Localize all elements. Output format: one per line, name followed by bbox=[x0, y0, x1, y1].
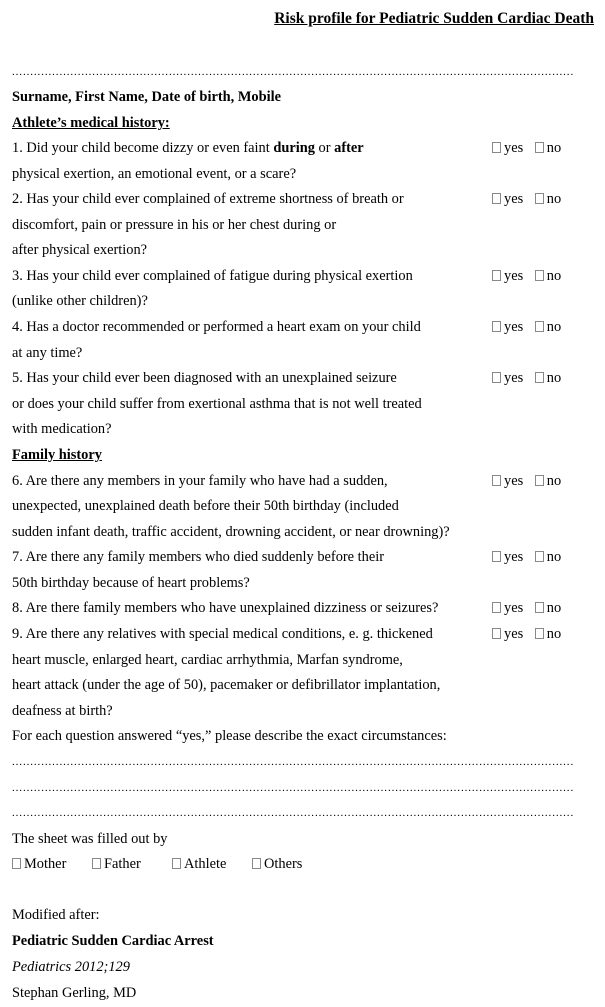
yes-option[interactable]: yes bbox=[492, 191, 523, 207]
no-option[interactable]: no bbox=[535, 319, 561, 335]
question-8-line-1: 8. Are there family members who have unexplained dizziness or seizures? bbox=[12, 600, 439, 616]
checkbox-icon[interactable] bbox=[12, 858, 21, 869]
identity-label: Surname, First Name, Date of birth, Mobile bbox=[12, 89, 281, 105]
filled-by-athlete[interactable]: Athlete bbox=[172, 855, 226, 873]
yes-option[interactable]: yes bbox=[492, 600, 523, 616]
checkbox-icon[interactable] bbox=[492, 551, 501, 562]
question-3-line-1: 3. Has your child ever complained of fatigue during physical exertion bbox=[12, 268, 413, 284]
identity-fill-line[interactable]: .......................................................................................................................................................... bbox=[12, 66, 575, 78]
no-option[interactable]: no bbox=[535, 473, 561, 489]
question-6-line-1: 6. Are there any members in your family who have had a sudden, bbox=[12, 473, 388, 489]
author: Stephan Gerling, MD bbox=[12, 985, 137, 1001]
yes-option[interactable]: yes bbox=[492, 268, 523, 284]
checkbox-icon[interactable] bbox=[535, 551, 544, 562]
circumstances-line-1[interactable]: .......................................................................................................................................................... bbox=[12, 756, 575, 768]
no-option[interactable]: no bbox=[535, 140, 561, 156]
yes-option[interactable]: yes bbox=[492, 319, 523, 335]
filled-by-father[interactable]: Father bbox=[92, 855, 141, 873]
filled-by-label: The sheet was filled out by bbox=[12, 831, 168, 847]
question-6-answer bbox=[492, 472, 569, 490]
yes-option[interactable]: yes bbox=[492, 473, 523, 489]
question-1-line-1: 1. Did your child become dizzy or even faint during or after bbox=[12, 140, 364, 156]
question-9-line-3: heart attack (under the age of 50), pacemaker or defibrillator implantation, bbox=[12, 677, 441, 693]
yes-option[interactable]: yes bbox=[492, 549, 523, 565]
no-option[interactable]: no bbox=[535, 549, 561, 565]
no-option[interactable]: no bbox=[535, 600, 561, 616]
checkbox-icon[interactable] bbox=[535, 321, 544, 332]
question-1-answer bbox=[492, 139, 569, 157]
checkbox-icon[interactable] bbox=[535, 142, 544, 153]
question-9-line-2: heart muscle, enlarged heart, cardiac arrhythmia, Marfan syndrome, bbox=[12, 652, 403, 668]
question-5-answer bbox=[492, 369, 569, 387]
reference-title: Pediatric Sudden Cardiac Arrest bbox=[12, 933, 214, 949]
circumstances-line-3[interactable]: .......................................................................................................................................................... bbox=[12, 807, 575, 819]
question-2-line-2: discomfort, pain or pressure in his or her chest during or bbox=[12, 217, 337, 233]
reference-journal: Pediatrics 2012;129 bbox=[12, 959, 130, 975]
no-option[interactable]: no bbox=[535, 626, 561, 642]
question-7-line-1: 7. Are there any family members who died suddenly before their bbox=[12, 549, 385, 565]
checkbox-icon[interactable] bbox=[535, 602, 544, 613]
question-6-line-2: unexpected, unexplained death before their 50th birthday (included bbox=[12, 498, 399, 514]
yes-option[interactable]: yes bbox=[492, 140, 523, 156]
question-9-line-4: deafness at birth? bbox=[12, 703, 113, 719]
filled-by-others[interactable]: Others bbox=[252, 855, 302, 873]
question-3-line-2: (unlike other children)? bbox=[12, 293, 148, 309]
question-7-line-2: 50th birthday because of heart problems? bbox=[12, 575, 250, 591]
question-1-line-2: physical exertion, an emotional event, or a scare? bbox=[12, 166, 297, 182]
no-option[interactable]: no bbox=[535, 191, 561, 207]
checkbox-icon[interactable] bbox=[492, 602, 501, 613]
question-9-line-1: 9. Are there any relatives with special medical conditions, e. g. thickened bbox=[12, 626, 433, 642]
no-option[interactable]: no bbox=[535, 268, 561, 284]
question-8-answer bbox=[492, 599, 569, 617]
checkbox-icon[interactable] bbox=[492, 270, 501, 281]
checkbox-icon[interactable] bbox=[92, 858, 101, 869]
filled-by-mother[interactable]: Mother bbox=[12, 855, 66, 873]
yes-option[interactable]: yes bbox=[492, 370, 523, 386]
checkbox-icon[interactable] bbox=[492, 193, 501, 204]
question-2-answer bbox=[492, 190, 569, 208]
section-athlete-history: Athlete’s medical history: bbox=[12, 115, 170, 131]
question-6-line-3: sudden infant death, traffic accident, drowning accident, or near drowning)? bbox=[12, 524, 450, 540]
checkbox-icon[interactable] bbox=[492, 372, 501, 383]
question-7-answer bbox=[492, 548, 569, 566]
question-4-line-1: 4. Has a doctor recommended or performed a heart exam on your child bbox=[12, 319, 421, 335]
question-5-line-3: with medication? bbox=[12, 421, 112, 437]
question-4-answer bbox=[492, 318, 569, 336]
circumstances-line-2[interactable]: .......................................................................................................................................................... bbox=[12, 782, 575, 794]
checkbox-icon[interactable] bbox=[535, 372, 544, 383]
checkbox-icon[interactable] bbox=[535, 270, 544, 281]
circumstances-prompt: For each question answered “yes,” please describe the exact circumstances: bbox=[12, 728, 447, 744]
question-5-line-1: 5. Has your child ever been diagnosed with an unexplained seizure bbox=[12, 370, 397, 386]
question-9-answer bbox=[492, 625, 569, 643]
checkbox-icon[interactable] bbox=[535, 475, 544, 486]
question-5-line-2: or does your child suffer from exertional asthma that is not well treated bbox=[12, 396, 422, 412]
modified-after-label: Modified after: bbox=[12, 907, 100, 923]
question-2-line-3: after physical exertion? bbox=[12, 242, 148, 258]
question-4-line-2: at any time? bbox=[12, 345, 83, 361]
question-3-answer bbox=[492, 267, 569, 285]
checkbox-icon[interactable] bbox=[535, 193, 544, 204]
checkbox-icon[interactable] bbox=[492, 628, 501, 639]
checkbox-icon[interactable] bbox=[252, 858, 261, 869]
checkbox-icon[interactable] bbox=[535, 628, 544, 639]
yes-option[interactable]: yes bbox=[492, 626, 523, 642]
checkbox-icon[interactable] bbox=[492, 142, 501, 153]
section-family-history: Family history bbox=[12, 447, 102, 463]
form-title: Risk profile for Pediatric Sudden Cardiac Death bbox=[274, 10, 594, 27]
checkbox-icon[interactable] bbox=[172, 858, 181, 869]
checkbox-icon[interactable] bbox=[492, 475, 501, 486]
no-option[interactable]: no bbox=[535, 370, 561, 386]
checkbox-icon[interactable] bbox=[492, 321, 501, 332]
question-2-line-1: 2. Has your child ever complained of extreme shortness of breath or bbox=[12, 191, 404, 207]
